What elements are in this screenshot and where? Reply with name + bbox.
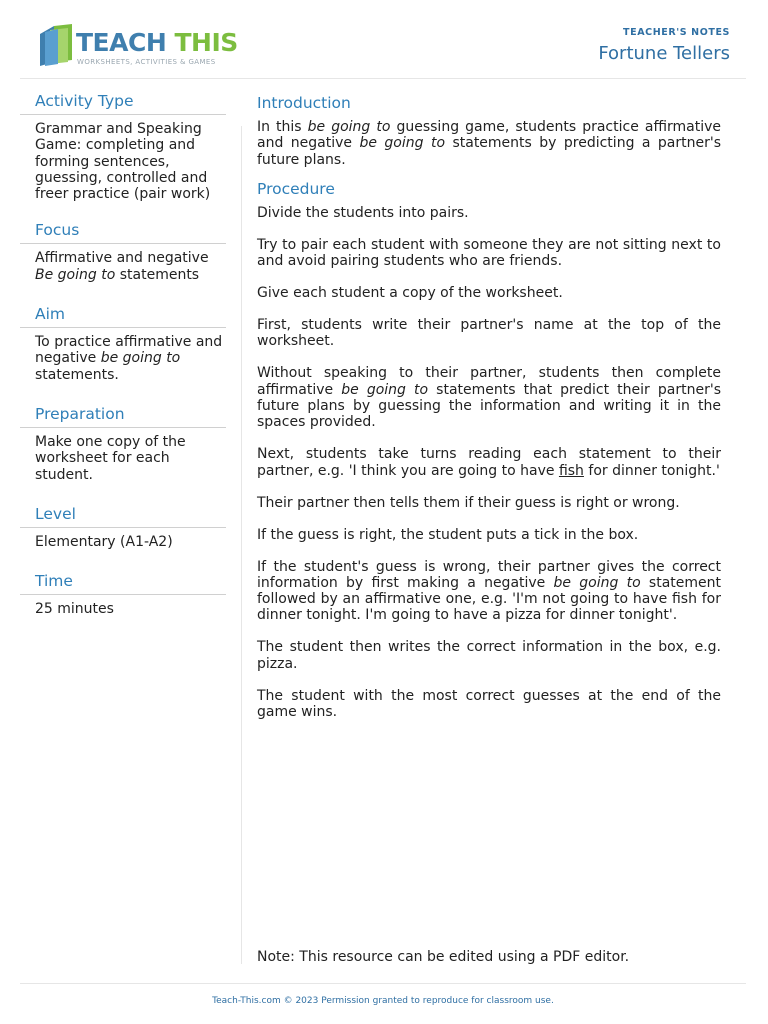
time-text: 25 minutes <box>35 601 114 618</box>
preparation-text: Make one copy of the worksheet for each student. <box>35 433 186 483</box>
column-divider <box>241 126 242 964</box>
procedure-step-10: The student then writes the correct information in the box, e.g. pizza. <box>257 639 721 672</box>
main-content <box>257 94 721 736</box>
logo-tagline: WORKSHEETS, ACTIVITIES & GAMES <box>77 58 216 66</box>
procedure-step-2: Try to pair each student with someone they are not sitting next to and avoid pairing students who are friends. <box>257 236 721 270</box>
aim-text <box>20 328 226 383</box>
procedure-step-11: The student with the most correct guesses at the end of the game wins. <box>257 687 721 720</box>
procedure-step-4: First, students write their partner's name at the top of the worksheet. <box>257 317 721 350</box>
preparation-heading: Preparation <box>20 405 226 428</box>
level-text: Elementary (A1-A2) <box>35 533 173 550</box>
step-9-italic: be going to <box>553 574 641 591</box>
teach-this-logo[interactable] <box>36 22 238 70</box>
activity-type-text: Grammar and Speaking Game: completing and forming sentences, guessing, controlled and freer practice (pair work) <box>35 121 211 203</box>
introduction-text <box>257 119 721 168</box>
step-9-part-2: statement followed by an affirmative one, e.g. 'I'm not going to have fish for dinner tonight. I'm going to have a pizza for dinner tonight'. <box>257 574 722 624</box>
level-heading: Level <box>20 505 226 528</box>
book-logo-icon <box>36 22 76 68</box>
step-5-part-2: statements that predict their partner's future plans by guessing the information and writing it in the spaces provided. <box>257 381 721 431</box>
procedure-step-1: Divide the students into pairs. <box>257 204 469 221</box>
intro-italic-1: be going to <box>307 119 391 135</box>
focus-text-2: statements <box>115 266 200 283</box>
teachers-notes-label: TEACHER'S NOTES <box>623 27 730 38</box>
intro-part-1: In this <box>257 119 308 135</box>
page-title: Fortune Tellers <box>598 43 730 64</box>
step-5-italic: be going to <box>341 381 429 398</box>
level-section <box>20 505 226 550</box>
step-6-part-2: for dinner tonight.' <box>583 462 720 479</box>
focus-text-italic: Be going to <box>35 266 116 283</box>
intro-part-2: guessing game, students practice affirmative and negative <box>257 119 721 152</box>
procedure-step-7: Their partner then tells them if their guess is right or wrong. <box>257 494 680 511</box>
page-footer <box>20 983 746 1006</box>
step-6-underlined-word: fish <box>558 462 584 479</box>
intro-part-3: statements by predicting a partner's future plans. <box>257 135 722 168</box>
procedure-step-5 <box>257 365 721 430</box>
logo-wordmark <box>76 28 238 57</box>
procedure-step-8: If the guess is right, the student puts a tick in the box. <box>257 526 639 543</box>
intro-italic-2: be going to <box>359 135 446 152</box>
procedure-step-9 <box>257 559 721 624</box>
focus-heading: Focus <box>20 221 226 244</box>
preparation-section <box>20 405 226 483</box>
aim-heading: Aim <box>20 305 226 328</box>
activity-type-section <box>20 92 226 202</box>
pdf-editor-note: Note: This resource can be edited using a PDF editor. <box>257 949 630 965</box>
aim-section <box>20 305 226 383</box>
logo-word-teach: TEACH <box>76 28 167 57</box>
aim-text-italic: be going to <box>100 350 181 367</box>
time-heading: Time <box>20 572 226 595</box>
aim-text-1: To practice affirmative and negative <box>35 334 223 367</box>
activity-type-heading: Activity Type <box>20 92 226 115</box>
footer-text: Teach-This.com © 2023 Permission granted to reproduce for classroom use. <box>212 996 554 1006</box>
aim-text-2: statements. <box>35 366 119 383</box>
procedure-step-3: Give each student a copy of the worksheet. <box>257 285 563 302</box>
logo-word-this: THIS <box>174 28 238 57</box>
focus-section <box>20 221 226 283</box>
focus-text-1: Affirmative and negative <box>35 250 209 267</box>
procedure-step-6 <box>257 446 721 479</box>
page-header <box>20 0 746 79</box>
focus-text <box>20 244 226 283</box>
step-9-part-1: If the student's guess is wrong, their partner gives the correct information by first making a negative <box>257 558 721 591</box>
sidebar <box>20 92 226 639</box>
step-5-part-1: Without speaking to their partner, students then complete affirmative <box>257 365 721 398</box>
time-section <box>20 572 226 617</box>
introduction-heading: Introduction <box>257 94 351 112</box>
procedure-heading: Procedure <box>257 179 335 198</box>
step-6-part-1: Next, students take turns reading each statement to their partner, e.g. 'I think you are going to have <box>257 446 721 479</box>
